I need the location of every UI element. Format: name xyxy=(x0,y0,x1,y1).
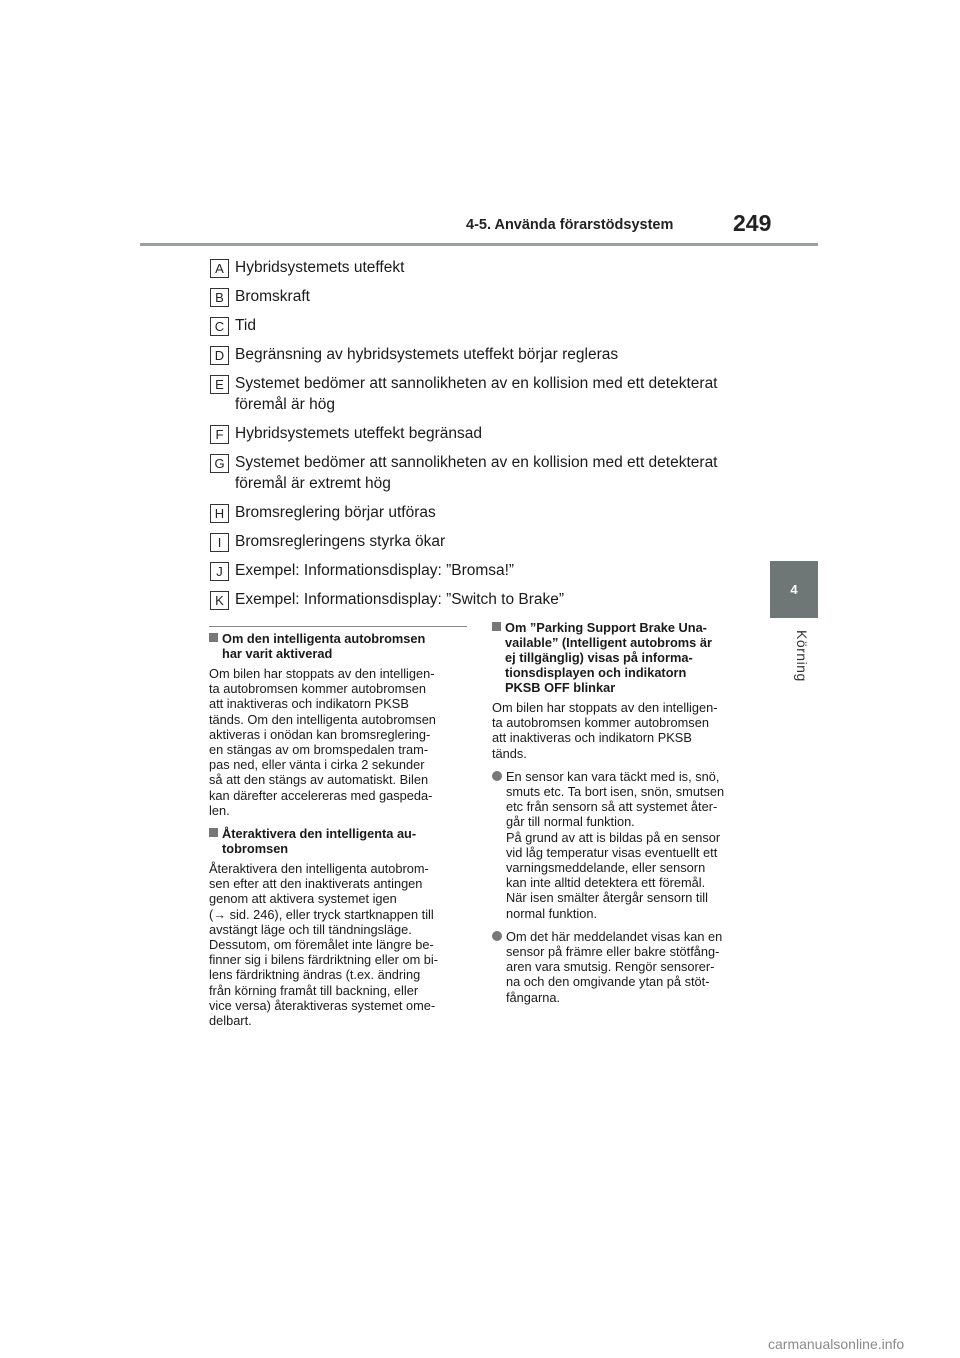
legend-letter: J xyxy=(210,562,229,581)
legend-item xyxy=(210,531,770,552)
section-heading-text: Om ”Parking Support Brake Una- vailable” (Intelligent autobroms är ej tillgänglig) visas på informa- tionsdisplayen och indikatorn PKSB OFF blinkar xyxy=(505,620,712,695)
section-heading xyxy=(492,620,750,695)
section-heading xyxy=(209,631,467,661)
legend-item xyxy=(210,315,770,336)
figure-legend xyxy=(210,257,770,618)
section-heading xyxy=(209,826,467,856)
square-bullet-icon xyxy=(492,622,501,631)
legend-letter: B xyxy=(210,288,229,307)
legend-text: Bromskraft xyxy=(235,288,310,305)
legend-letter: E xyxy=(210,375,229,394)
left-column xyxy=(209,626,467,1036)
round-bullet-icon xyxy=(492,931,502,941)
page-number: 249 xyxy=(733,210,772,236)
legend-text: Tid xyxy=(235,317,256,334)
square-bullet-icon xyxy=(209,828,218,837)
legend-letter: F xyxy=(210,425,229,444)
chapter-label: Körning xyxy=(794,630,810,682)
bullet-item xyxy=(492,769,750,921)
section-body: Om bilen har stoppats av den intelligen- ta autobromsen kommer autobromsen att inaktiveras och indikatorn PKSB tänds. Om den intelligenta autobromsen aktiveras i onödan kan bromsreglering- en stängas av om bromspedalen tram- pas ned, eller vänta i cirka 2 sekunder så att den stängs av automatiskt. Bilen kan därefter accelereras med gaspeda- len. xyxy=(209,666,436,818)
legend-letter: C xyxy=(210,317,229,336)
legend-text: Begränsning av hybridsystemets uteffekt börjar regleras xyxy=(235,346,619,363)
section-heading-text: Återaktivera den intelligenta au- tobromsen xyxy=(222,826,417,857)
legend-text: Bromsreglering börjar utföras xyxy=(235,504,436,521)
right-column xyxy=(492,620,750,1013)
legend-text: Hybridsystemets uteffekt begränsad xyxy=(235,425,482,442)
header-rule xyxy=(140,243,818,246)
legend-letter: D xyxy=(210,346,229,365)
legend-item xyxy=(210,373,770,415)
bullet-text: En sensor kan vara täckt med is, snö, smuts etc. Ta bort isen, snön, smutsen etc från sensorn så att systemet åter- går till normal funktion. På grund av att is bildas på en sensor vid låg temperatur visas eventuellt ett varningsmeddelande, eller sensorn kan inte alltid detektera ett föremål. När isen smälter återgår sensorn till normal funktion. xyxy=(506,768,725,921)
section-heading-text: Om den intelligenta autobromsen har varit aktiverad xyxy=(222,631,426,661)
legend-letter: I xyxy=(210,533,229,552)
legend-letter: K xyxy=(210,591,229,610)
legend-letter: H xyxy=(210,504,229,523)
legend-item xyxy=(210,589,770,610)
legend-letter: G xyxy=(210,454,229,473)
legend-item xyxy=(210,423,770,444)
legend-item xyxy=(210,344,770,365)
legend-text: Hybridsystemets uteffekt xyxy=(235,259,405,276)
legend-item xyxy=(210,257,770,278)
legend-item xyxy=(210,502,770,523)
section-body: Återaktivera den intelligenta autobrom- sen efter att den inaktiverats antingen genom att aktivera systemet igen (→ sid. 246), eller tryck startknappen till avstängt läge och till tändningsläge. Dessutom, om föremålet inte längre be- finner sig i bilens färdriktning eller om bi- lens färdriktning ändras (t.ex. ändring från körning framåt till backning, eller vice versa) återaktiveras systemet ome- delbart. xyxy=(209,861,439,1029)
bullet-text: Om det här meddelandet visas kan en sensor på främre eller bakre stötfång- aren vara smutsig. Rengör sensorer- na och den omgivande ytan på stöt- fångarna. xyxy=(506,928,723,1005)
legend-letter: A xyxy=(210,259,229,278)
legend-text: Systemet bedömer att sannolikheten av en kollision med ett detekterat föremål är extremt hög xyxy=(235,454,718,492)
legend-text: Exempel: Informationsdisplay: ”Bromsa!” xyxy=(235,562,515,579)
square-bullet-icon xyxy=(209,633,218,642)
legend-text: Systemet bedömer att sannolikheten av en kollision med ett detekterat föremål är hög xyxy=(235,375,718,413)
legend-text: Exempel: Informationsdisplay: ”Switch to Brake” xyxy=(235,591,565,608)
header-section-title: 4-5. Använda förarstödsystem xyxy=(466,217,674,233)
legend-item xyxy=(210,560,770,581)
round-bullet-icon xyxy=(492,771,502,781)
legend-item xyxy=(210,452,770,494)
chapter-tab: 4 xyxy=(770,561,818,618)
bullet-item xyxy=(492,929,750,1005)
legend-item xyxy=(210,286,770,307)
legend-text: Bromsregleringens styrka ökar xyxy=(235,533,446,550)
footer-watermark: carmanualsonline.info xyxy=(768,1336,905,1352)
section-body: Om bilen har stoppats av den intelligen- ta autobromsen kommer autobromsen att inaktiveras och indikatorn PKSB tänds. xyxy=(492,700,718,761)
